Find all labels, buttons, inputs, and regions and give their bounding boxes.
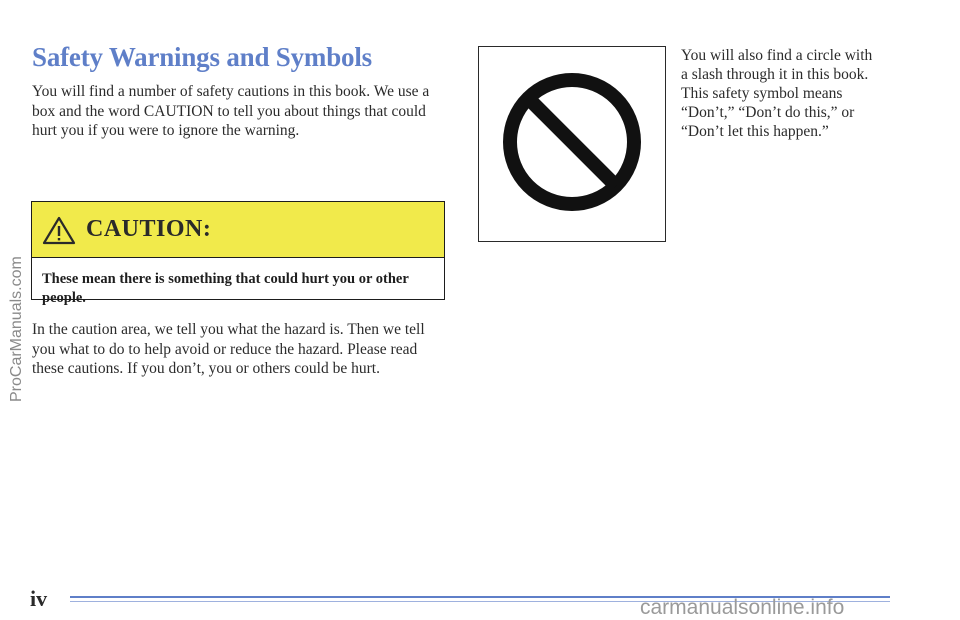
caution-header <box>32 202 444 258</box>
caution-label: CAUTION: <box>86 216 212 242</box>
caution-body: These mean there is something that could hurt you or other people. <box>42 271 409 306</box>
symbol-explanation-paragraph: You will also find a circle with a slash through it in this book. This safety symbol means “Don’t,” “Don’t do this,” or “Don’t let this happen.” <box>681 47 873 140</box>
caution-box <box>31 201 445 306</box>
warning-triangle-icon <box>42 215 76 245</box>
prohibition-circle-slash-icon <box>497 67 647 222</box>
page-heading: Safety Warnings and Symbols <box>32 42 372 72</box>
bottom-watermark: carmanualsonline.info <box>640 596 845 619</box>
caution-explanation-paragraph: In the caution area, we tell you what the hazard is. Then we tell you what to do to help avoid or reduce the hazard. Please read these cautions. If you don’t, you or others could be hurt. <box>32 321 425 377</box>
side-watermark: ProCarManuals.com <box>8 256 25 402</box>
page-number: iv <box>30 586 48 611</box>
intro-paragraph: You will find a number of safety cautions in this book. We use a box and the word CAUTION to tell you about things that could hurt you if you were to ignore the warning. <box>32 83 430 139</box>
prohibition-symbol-box <box>478 46 666 242</box>
